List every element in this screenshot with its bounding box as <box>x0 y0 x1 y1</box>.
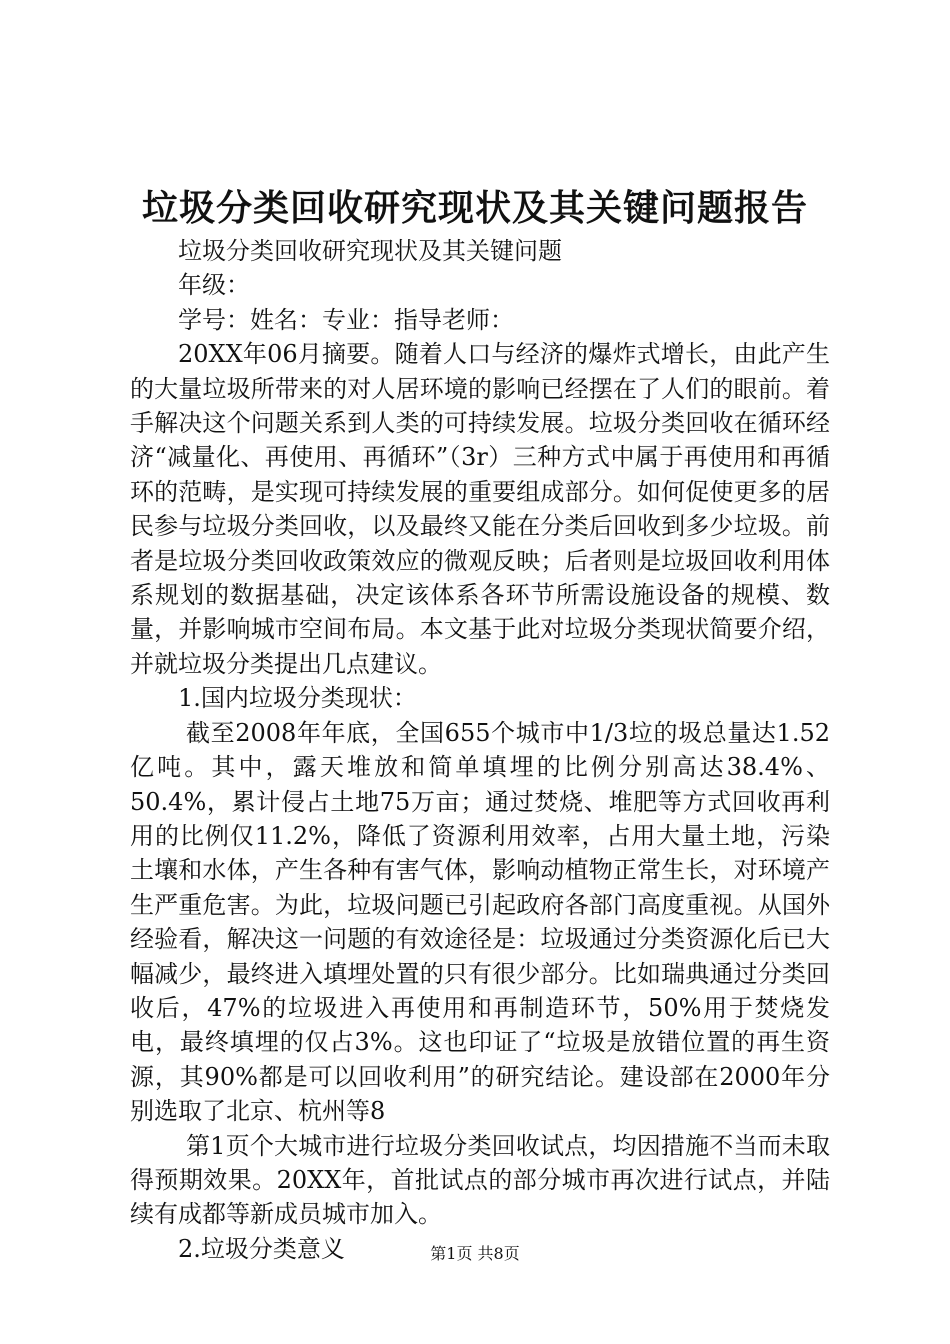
body-paragraph: 截至2008年年底，全国655个城市中1/3垃的圾总量达1.52亿吨。其中，露天堆放和简单填埋的比例分别高达38.4%、50.4%，累计侵占土地75万亩；通过焚烧、堆肥等方式回收再利用的比例仅11.2%，降低了资源利用效率，占用大量土地，污染土壤和水体，产生各种有害气体，影响动植物正常生长，对环境产生严重危害。为此，垃圾问题已引起政府各部门高度重视。从国外经验看，解决这一问题的有效途径是：垃圾通过分类资源化后已大幅减少，最终进入填埋处置的只有很少部分。比如瑞典通过分类回收后，47%的垃圾进入再使用和再制造环节，50%用于焚烧发电，最终填埋的仅占3%。这也印证了“垃圾是放错位置的再生资源，其90%都是可以回收利用”的研究结论。建设部在2000年分别选取了北京、杭州等8 <box>130 718 830 1126</box>
abstract-paragraph: 20XX年06月摘要。随着人口与经济的爆炸式增长，由此产生的大量垃圾所带来的对人居环境的影响已经摆在了人们的眼前。着手解决这个问题关系到人类的可持续发展。垃圾分类回收在循环经济“减量化、再使用、再循环”（3r）三种方式中属于再使用和再循环的范畴，是实现可持续发展的重要组成部分。如何促使更多的居民参与垃圾分类回收，以及最终又能在分类后回收到多少垃圾。前者是垃圾分类回收政策效应的微观反映；后者则是垃圾回收利用体系规划的数据基础，决定该体系各环节所需设施设备的规模、数量，并影响城市空间布局。本文基于此对垃圾分类现状简要介绍，并就垃圾分类提出几点建议。 <box>130 340 830 678</box>
section-heading-1: 1.国内垃圾分类现状： <box>178 684 417 713</box>
page-footer: 第1页 共8页 <box>430 1244 520 1263</box>
section-heading-2: 2.垃圾分类意义 <box>178 1234 345 1263</box>
grade-line: 年级： <box>178 271 250 300</box>
body-paragraph: 第1页个大城市进行垃圾分类回收试点，均因措施不当而未取得预期效果。20XX年，首批试点的部分城市再次进行试点，并陆续有成都等新成员城市加入。 <box>130 1131 830 1229</box>
document-title: 垃圾分类回收研究现状及其关键问题报告 <box>141 188 808 229</box>
document-body <box>130 234 830 1266</box>
student-info-line: 学号：姓名：专业：指导老师： <box>178 305 514 334</box>
subtitle-paragraph: 垃圾分类回收研究现状及其关键问题 <box>178 237 562 265</box>
